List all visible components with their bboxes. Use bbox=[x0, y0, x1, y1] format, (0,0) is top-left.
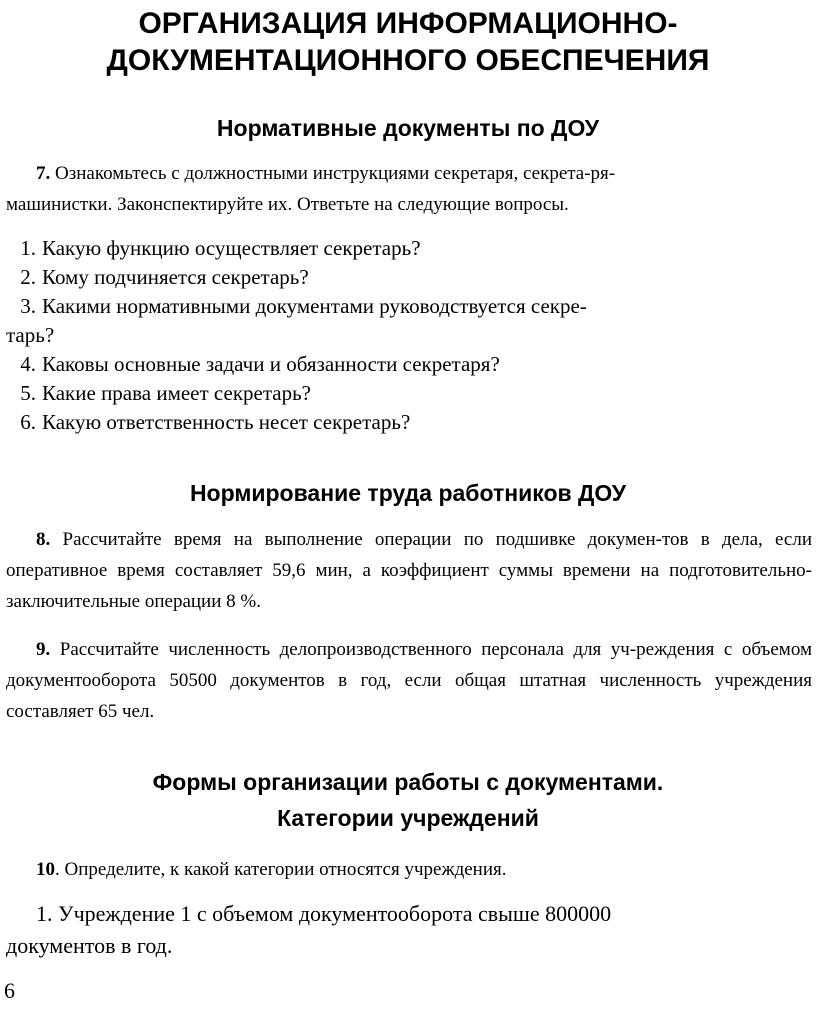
list-item: 3. Какими нормативными документами руководствуется секре- bbox=[20, 294, 587, 318]
page-title-line-2: ДОКУМЕНТАЦИОННОГО ОБЕСПЕЧЕНИЯ bbox=[106, 44, 710, 77]
task-10-paragraph bbox=[6, 854, 812, 885]
task-8-paragraph bbox=[6, 524, 812, 617]
task-7-number: 7. bbox=[36, 163, 51, 184]
list-item: 6. Какую ответственность несет секретарь? bbox=[20, 410, 411, 434]
institution-item-1-line-2: документов в год. bbox=[6, 933, 173, 958]
task-7-text-line-1: Ознакомьтесь с должностными инструкциями секретаря, секрета-ря- bbox=[50, 163, 616, 184]
page-number: 6 bbox=[4, 978, 15, 1003]
task-10-number: 10 bbox=[36, 859, 55, 880]
list-item: 5. Какие права имеет секретарь? bbox=[20, 381, 312, 405]
list-item-continuation: тарь? bbox=[6, 323, 55, 347]
institution-item-1 bbox=[6, 898, 812, 962]
task-10-text: . Определите, к какой категории относятся учреждения. bbox=[55, 859, 507, 880]
task-7-paragraph bbox=[6, 158, 812, 220]
task-9-text: Рассчитайте численность делопроизводственного персонала для уч-реждения с объемом документооборота 50500 документов в год, если общая штатная численность учреждения составляет 65 чел. bbox=[6, 639, 812, 722]
institution-item-1-line-1: 1. Учреждение 1 с объемом документооборота свыше 800000 bbox=[36, 901, 612, 926]
list-item: 2. Кому подчиняется секретарь? bbox=[20, 265, 309, 289]
section-heading-forms-line-2: Категории учреждений bbox=[277, 805, 539, 831]
page-title-line-1: ОРГАНИЗАЦИЯ ИНФОРМАЦИОННО- bbox=[138, 7, 678, 40]
task-8-number: 8. bbox=[36, 529, 51, 550]
task-9-number: 9. bbox=[36, 639, 51, 660]
section-heading-forms-line-1: Формы организации работы с документами. bbox=[152, 769, 664, 795]
questions-list bbox=[6, 234, 812, 437]
section-heading-normative: Нормативные документы по ДОУ bbox=[216, 115, 600, 141]
task-9-paragraph bbox=[6, 634, 812, 727]
section-heading-labor: Нормирование труда работников ДОУ bbox=[189, 480, 627, 506]
list-item: 1. Какую функцию осуществляет секретарь? bbox=[20, 236, 421, 260]
list-item: 4. Каковы основные задачи и обязанности секретаря? bbox=[20, 352, 500, 376]
task-7-text-line-2: машинистки. Законспектируйте их. Ответьте на следующие вопросы. bbox=[6, 194, 569, 215]
task-8-text: Рассчитайте время на выполнение операции по подшивке докумен-тов в дела, если оперативное время составляет 59,6 мин, а коэффициент суммы времени на подготовительно-заключительные операции 8 %. bbox=[6, 529, 812, 612]
